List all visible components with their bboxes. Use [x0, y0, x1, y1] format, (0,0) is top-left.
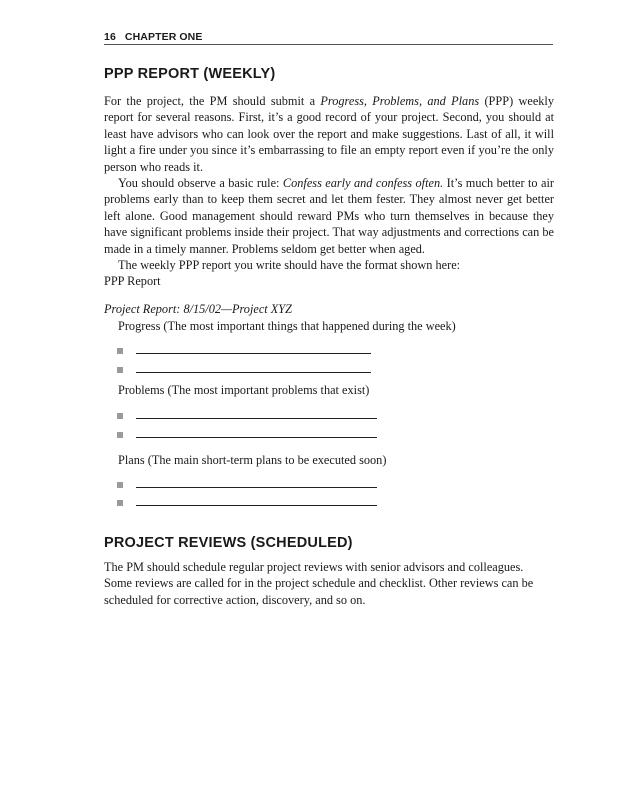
paragraph-project-reviews: The PM should schedule regular project reviews with senior advisors and colleagues. Some reviews are called for in the project schedule and checklist. Other reviews can be scheduled for corrective action, discovery, and so on.	[104, 560, 534, 607]
chapter-title: CHAPTER ONE	[124, 31, 203, 43]
section-body-project-reviews	[104, 559, 554, 608]
section-body-ppp-report	[104, 93, 554, 290]
bullet-square-icon	[117, 500, 123, 506]
bullet-square-icon	[117, 367, 123, 373]
bullet-square-icon	[117, 413, 123, 419]
paragraph-format-intro: The weekly PPP report you write should have the format shown here:	[118, 258, 461, 273]
problems-label: Problems (The most important problems that exist)	[118, 383, 370, 397]
section-heading-ppp-report: PPP REPORT (WEEKLY)	[104, 66, 276, 82]
ppp-report-label: PPP Report	[104, 274, 161, 289]
page-number: 16	[104, 31, 116, 43]
running-head	[104, 31, 553, 45]
progress-label: Progress (The most important things that happened during the week)	[118, 319, 456, 333]
report-template-title: Project Report: 8/15/02—Project XYZ	[104, 302, 292, 316]
plans-label: Plans (The main short-term plans to be executed soon)	[118, 453, 387, 467]
paragraph-confess-rule: You should observe a basic rule: Confess early and confess often. It’s much better to air problems early than to keep them secret and let them fester. They almost never get better left alone. Good management should reward PMs who turn themselves in because they have significant problems inside their project. That way adjustments and corrections can be made in a timely manner. Problems seldom get better when aged.	[104, 176, 554, 256]
bullet-square-icon	[117, 432, 123, 438]
paragraph-ppp-intro: For the project, the PM should submit a Progress, Problems, and Plans (PPP) weekly report for several reasons. First, it’s a good record of your project. Second, you should at least have advisors who can look over the report and make suggestions. Last of all, it will light a fire under you since it’s embarrassing to file an empty report even if you’re the only person who reads it.	[104, 94, 554, 174]
bullet-square-icon	[117, 348, 123, 354]
bullet-square-icon	[117, 482, 123, 488]
section-heading-project-reviews: PROJECT REVIEWS (SCHEDULED)	[104, 535, 353, 551]
